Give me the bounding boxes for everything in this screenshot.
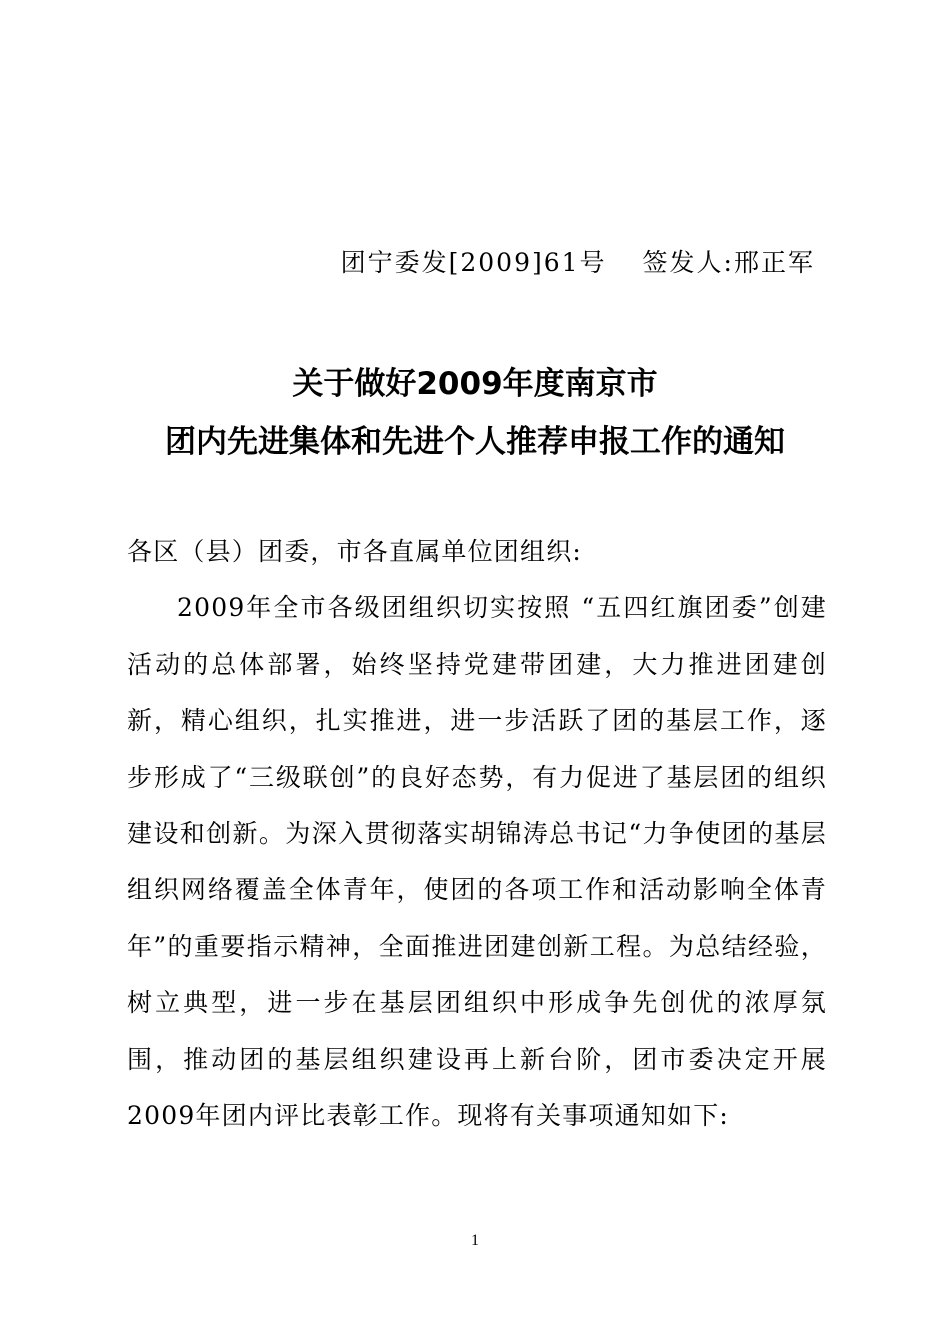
issuer-name: 邢正军 (733, 248, 815, 277)
body-paragraph: 2009年全市各级团组织切实按照 “五四红旗团委”创建活动的总体部署，始终坚持党建带团建，大力推进团建创新，精心组织，扎实推进，进一步活跃了团的基层工作，逐步形成了“三级联创”的良好态势，有力促进了基层团的组织建设和创新。为深入贯彻落实胡锦涛总书记“力争使团的基层组织网络覆盖全体青年，使团的各项工作和活动影响全体青年”的重要指示精神，全面推进团建创新工程。为总结经验，树立典型，进一步在基层团组织中形成争先创优的浓厚氛围，推动团的基层组织建设再上新台阶，团市委决定开展2009年团内评比表彰工作。现将有关事项通知如下: (127, 593, 827, 1131)
salutation: 各区（县）团委，市各直属单位团组织: (127, 537, 583, 566)
title-line-2: 团内先进集体和先进个人推荐申报工作的通知 (165, 424, 785, 460)
issuer-label: 签发人: (642, 248, 734, 277)
title-line-1: 关于做好2009年度南京市 (292, 366, 658, 402)
document-title (0, 355, 950, 471)
document-number-line (341, 245, 815, 281)
page-number: 1 (471, 1232, 479, 1249)
document-number: 团宁委发[2009]61号 (340, 248, 607, 277)
document-body (127, 524, 827, 1144)
